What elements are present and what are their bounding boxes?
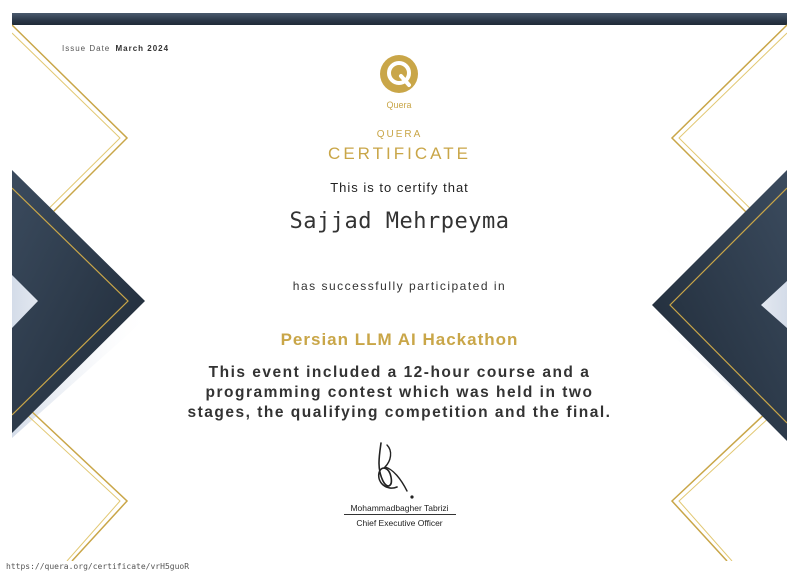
- recipient-name: Sajjad Mehrpeyma: [289, 209, 510, 234]
- certificate-title: CERTIFICATE: [328, 144, 471, 163]
- logo-text: Quera: [386, 100, 412, 110]
- description-line: programming contest which was held in two: [205, 384, 594, 401]
- quera-q-icon: [378, 53, 420, 95]
- signature-line: [344, 514, 456, 515]
- certificate: [12, 13, 787, 561]
- certificate-url[interactable]: https://quera.org/certificate/vrH5guoR: [6, 562, 190, 571]
- description-line: This event included a 12-hour course and a: [208, 364, 591, 381]
- event-description: [12, 363, 787, 423]
- issue-date: [62, 44, 169, 53]
- quera-logo: [378, 53, 420, 109]
- signatory-title: Chief Executive Officer: [356, 518, 443, 528]
- description-line: stages, the qualifying competition and the final.: [187, 404, 612, 421]
- issue-date-label: Issue Date: [62, 44, 111, 53]
- signature-image: [367, 439, 427, 501]
- event-name: Persian LLM AI Hackathon: [280, 330, 519, 349]
- org-name: QUERA: [376, 129, 423, 140]
- certify-line: This is to certify that: [330, 180, 469, 195]
- issue-date-value: March 2024: [115, 44, 170, 53]
- participated-line: has successfully participated in: [292, 279, 507, 293]
- signatory-name: Mohammadbagher Tabrizi: [350, 503, 449, 513]
